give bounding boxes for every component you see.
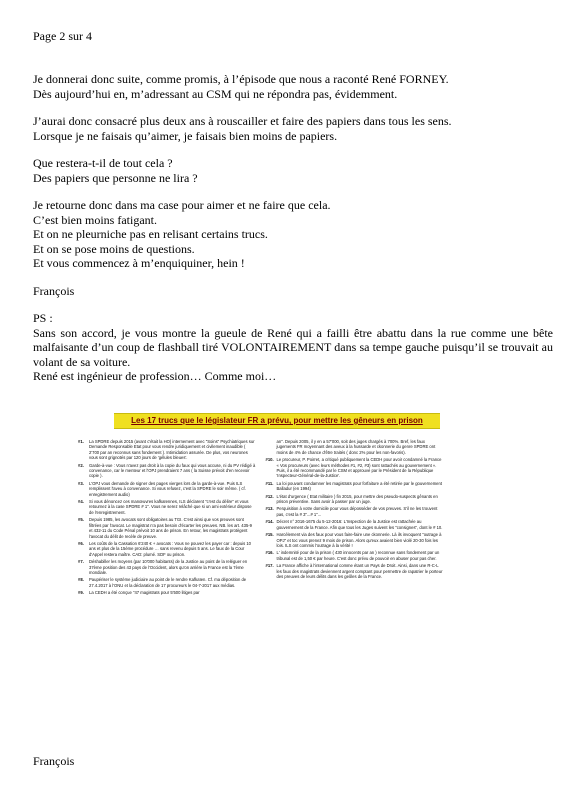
scan-list-item xyxy=(266,563,445,579)
scan-item-number xyxy=(266,439,277,455)
text-line: Des papiers que personne ne lira ? xyxy=(33,170,198,185)
scan-item-number: #3. xyxy=(78,480,84,486)
page-number: Page 2 sur 4 xyxy=(33,29,92,43)
scan-list-item xyxy=(266,550,445,561)
scan-list-item xyxy=(78,590,257,595)
scan-title: Les 17 trucs que le législateur FR a prévu, pour mettre les gêneurs en prison xyxy=(114,413,440,429)
scan-item-number: #2. xyxy=(78,462,84,468)
scan-list-item xyxy=(78,499,257,515)
scan-item-number: #15. xyxy=(265,532,274,538)
scan-right-column xyxy=(266,439,445,598)
scan-list-item xyxy=(266,439,445,455)
scan-list-item xyxy=(78,463,257,479)
scan-list-item xyxy=(78,559,257,575)
scan-item-number: #14. xyxy=(265,519,274,525)
scan-item-text: Garde-à-vue : Vous n'avez pas droit à la copie du faux qui vous accuse, ni du PV rédigé à convenance, car le menteur et l'OPJ prendraient 7 ans ( la Suisse prévoit d'en recevoir copie ). xyxy=(89,462,256,479)
paragraph-2 xyxy=(33,114,553,143)
scan-list-item xyxy=(266,481,445,492)
scan-item-text: Perquisition à votre domicile pour vous déposséder de vos preuves. S'il ne les trouvent pas, c'est la # 3"...# 1"... xyxy=(276,506,438,517)
scan-list-item xyxy=(266,519,445,530)
text-line: J’aurai donc consacré plus deux ans à rouscailler et faire des papiers dans tous les sens. xyxy=(33,114,452,128)
scan-item-number: #8. xyxy=(78,577,84,583)
scan-item-text: Déshabiller les moyens (par 10'000 habitants) de la Justice au point de la reléguer en 37ème position des 43 pays de l'Occident, alors qu'on arrière la France est la 7ème mondiale. xyxy=(89,559,248,575)
scan-item-text: an". Depuis 2005, il y en a 57'000, soit des juges chargés à 700%. Bref, les faux jugements FR moyennant des aveux à la hussarde et ckonnerie du genre SPDRE ont moins de 4% de chance d'être traités ( donc 2% pour les non-favoris). xyxy=(276,439,436,455)
scan-item-text: La loi pouvant condamner les magistrats pour forfaiture a été retirée par le gouvernement Balladur (en 1994) xyxy=(276,480,442,492)
scan-item-text: Depuis 1985, les avocats sont obligatoires au TGI. C'est ainsi que vos preuves sont filtrées par l'avocat. Le magistrat n'a pas besoin d'écarter les preuves. NB. les art. 435-9 et 432-11 du Code Pénal prévoit 10 ans de prison. En retour, les magistrats protègent l'avocat du délit de recèle de preuve. xyxy=(89,517,252,539)
scan-item-text: Les coûts de la Cassation 6'240 € + avocats : Vous ne pouvez les payer car : depuis 10 ans et plus de la 15ème procédure … sans revenu depuis 5 ans. Le faux de la Cour d'Appel restera maître. CAD: plumé. SDF ou prison. xyxy=(89,540,252,557)
text-line: Et on ne pleurniche pas en relisant certains trucs. xyxy=(33,227,268,241)
scan-list-item xyxy=(266,532,445,548)
scan-item-number: #12. xyxy=(265,493,274,499)
text-line: Et on se pose moins de questions. xyxy=(33,241,195,256)
scan-item-text: La CEDH a été conçue "47 magistrats pour 5'500 litiges par xyxy=(89,590,200,596)
scan-item-text: Harcèlement via des faux pour vous faire-faire une ckonnerie. Là ils invoquent "outrage à OPJ" et toc vous prenez 9 mois de prison. Alors qu'eux avaient bien violé 20-30 fois les lois. ILS ont commis l'outrage à la vérité ! xyxy=(276,532,442,548)
scan-list-item xyxy=(78,577,257,588)
scan-item-text: Si vous dénoncez ces manœuvres kafkaïennes, ILS déclarent "c'est du délire" et vous retournez à la case SPDRE # 1". Vous ne serez relâché que si un ami extérieur dispose de l'enregistrement. xyxy=(89,499,252,515)
text-line: Je retourne donc dans ma case pour aimer et ne faire que cela. xyxy=(33,198,331,212)
embedded-scan-image xyxy=(70,413,448,743)
scan-left-column xyxy=(78,439,257,598)
scan-item-number: #11. xyxy=(265,480,274,486)
scan-item-number: #7. xyxy=(78,559,84,565)
scan-item-text: Paupériser le système judiciaire au point de le rendre Kafkaïen. Cf. ma déposition de 27.4.2017 à l'ONU et la déclaration de 17 procureurs le 04-7-2017 aux médias. xyxy=(89,577,247,588)
paragraph-1 xyxy=(33,72,553,101)
signature-line xyxy=(33,284,553,299)
scan-item-number: #5. xyxy=(78,517,84,523)
ps-text: Sans son accord, je vous montre la gueule de René qui a failli être abattu dans la rue comme une bête malfaisante d’un coup de flashball tiré VOLONTAIREMENT dans sa tempe gauche puisqu’il se trouvait au volant de sa voiture. xyxy=(33,325,553,369)
scan-list-item xyxy=(78,517,257,539)
scan-list-item xyxy=(78,439,257,461)
scan-item-text: La France affiche à l'international comme étant un Pays de Droit. Ainsi, dans une R-C-L les faux des magistrats deviennent argent comptant pour permettre de rapatrier le porteur des preuves de leurs délits dans les geôles de la France. xyxy=(276,563,443,579)
scan-list-item xyxy=(266,506,445,517)
scan-item-number: #13. xyxy=(265,506,274,512)
text-line: Je donnerai donc suite, comme promis, à l’épisode que nous a raconté René FORNEY. xyxy=(33,72,449,86)
scan-item-number: #1. xyxy=(78,439,84,444)
scan-list-item xyxy=(78,481,257,497)
footer-signature: François xyxy=(33,754,75,768)
text-line: François xyxy=(33,283,75,298)
text-line: Lorsque je ne faisais qu’aimer, je faisais bien moins de papiers. xyxy=(33,128,338,143)
scan-item-number: #17. xyxy=(265,563,274,569)
paragraph-3 xyxy=(33,156,553,185)
postscript xyxy=(33,311,553,384)
paragraph-4 xyxy=(33,198,553,271)
scan-item-text: Décret n° 2016-1675 du 5-12-2016: L'Inspection de la Justice est rattachée au gouvernement de la France. Afin que tous les Juges suivent les "consignes", dont le # 10. xyxy=(276,519,443,530)
scan-list-item xyxy=(78,541,257,557)
text-line: Et vous commencez à m’enquiquiner, hein ! xyxy=(33,256,245,270)
ps-line-2: René est ingénieur de profession… Comme moi… xyxy=(33,369,277,383)
scan-item-text: L'OPJ vous demande de signer des pages vierges lors de la garde-à-vue. Puis ILS remplissent l'aveu à convenance. Si vous refusez, c'est la SPDRE le soir même. ( cf. enregistrement audio) xyxy=(89,480,246,497)
scan-list-item xyxy=(266,457,445,479)
scan-item-number: #10. xyxy=(265,457,274,463)
scan-item-text: La SPDRE depuis 2015 (avant c'était la HO) internement avec "Soins" Psychiatriques sur Demande Responsable Etat pour vous rendre juridiquement et civilement inaudible ( 2'700 par an reconnus sans fondement ). Intimidation assurée. De plus, vos neurones vous sont grignotés par 120 jours de 'gélules bleues'. xyxy=(89,439,255,461)
scan-item-number: #9. xyxy=(78,590,84,596)
scan-item-text: L' indemnité pour de la prison ( 430 innocents par an ) reconnue sans fondement par un tribunal est de 1,50 € par heure. C'est donc prévu de pouvoir en abuser pour pas cher. xyxy=(276,550,440,561)
scan-list-item xyxy=(266,494,445,505)
text-line: C’est bien moins fatigant. xyxy=(33,212,157,227)
text-line: Que restera-t-il de tout cela ? xyxy=(33,156,173,170)
scan-item-text: Le procureur, P. Poirret, a critiqué publiquement la CEDH pour avoir condamné la France « Vos procureurs (avec leurs méthodes #1, #2, #3) sont rattachés au gouvernement ». Puis, il a été recommandé par le CSM et approuvé par le Président de la République 'Inspecteur-Général-de-la-Justice'. xyxy=(276,457,442,479)
scan-item-text: L'état d'urgence ( Etat militaire ) fin 2015, pour mettre des pseudo-suspects gênants en prison préventive. Sans avoir à passer par un juge. xyxy=(276,493,438,505)
letter-body xyxy=(33,72,553,397)
text-line: Dès aujourd’hui en, m’adressant au CSM qui ne répondra pas, évidemment. xyxy=(33,86,398,101)
scan-item-number: #6. xyxy=(78,540,84,546)
scan-item-number: #16. xyxy=(265,550,274,556)
ps-label: PS : xyxy=(33,311,53,325)
scan-item-number: #4. xyxy=(78,499,84,505)
